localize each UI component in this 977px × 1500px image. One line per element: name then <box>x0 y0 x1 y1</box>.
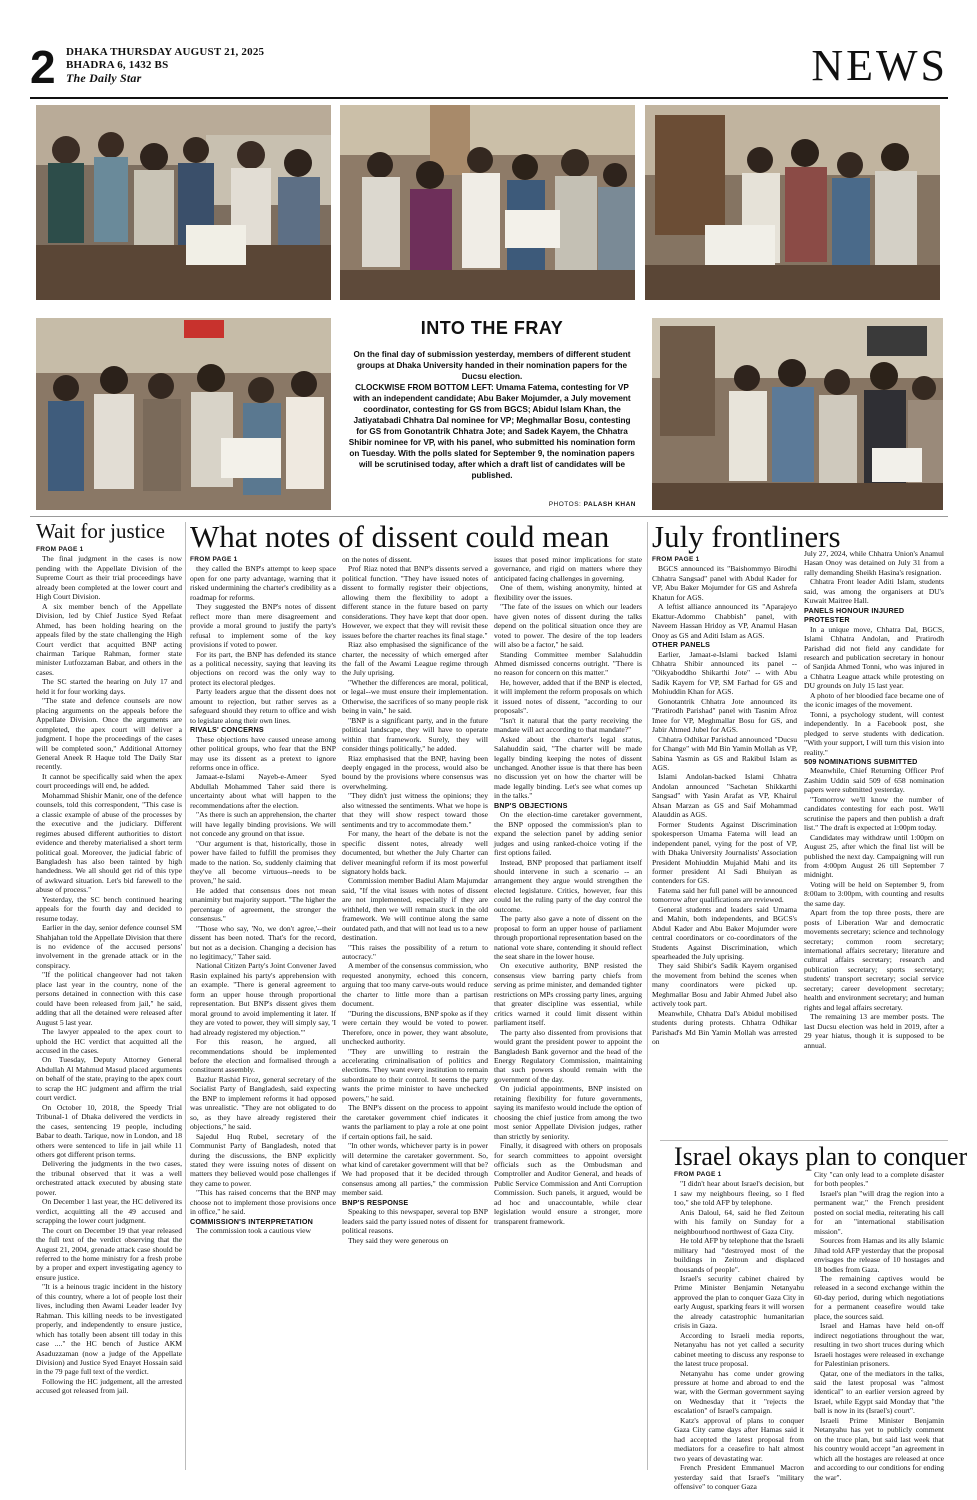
article-july-column-2 <box>804 549 944 1135</box>
paragraph: Anis Daloul, 64, said he fled Zeitoun with his family on Sunday for a neighbourhood northwest of Gaza City. <box>674 1207 804 1236</box>
paragraph: Bazlur Rashid Firoz, general secretary of the Socialist Party of Bangladesh, said expecting the BNP to implement reforms it had opposed was unrealistic. "They are not obligated to do so, as they have already registered their objections," he said. <box>190 1074 336 1132</box>
paragraph: Sources from Hamas and its ally Islamic Jihad told AFP yesterday that the proposal envisages the release of 10 hostages and 18 bodies from Gaza. <box>814 1236 944 1274</box>
credit-name: PALASH KHAN <box>583 501 636 508</box>
paragraph: "In other words, whichever party is in power will determine the caretaker government. So, what kind of caretaker government will that be? We had proposed that it be decided through consensus among all parties," the commission member said. <box>342 1141 488 1198</box>
paragraph: they called the BNP's attempt to keep space open for one party advantage, warning that it risked undermining the charter's credibility as a roadmap for reforms. <box>190 564 336 602</box>
paragraph: Yesterday, the SC bench continued hearing appeals for the fourth day and decided to resume today. <box>36 894 182 923</box>
photo-credit <box>549 501 636 508</box>
paragraph: Following the HC judgement, all the arrested accused got released from jail. <box>36 1376 182 1396</box>
paragraph: The final judgment in the cases is now pending with the Appellate Division of the Supreme Court as their trial proceedings have already been completed at the lower court and High Court Division. <box>36 554 182 602</box>
paragraph: Chhatra Odhikar Parishad announced "Ducsu for Change" with Md Bin Yamin Mollah as VP, Sabina Yasmin as GS and Rakibul Islam as AGS. <box>652 734 797 772</box>
photo-caption <box>344 318 640 508</box>
paragraph: According to Israeli media reports, Netanyahu has not yet called a security cabinet meeting to discuss any response to the latest truce proposal. <box>674 1330 804 1369</box>
jump-line: FROM PAGE 1 <box>674 1171 722 1178</box>
header-rule <box>30 97 948 99</box>
photo-umama-fatema-nomination <box>36 105 331 300</box>
photo-sadek-kayem-nomination <box>652 318 943 510</box>
paragraph: Earlier in the day, senior defence counsel SM Shahjahan told the Appellate Division that there is no evidence of the accused persons' involvement in the grenade attack or in the conspiracy. <box>36 923 182 970</box>
headline-july-frontliners: July frontliners <box>652 519 841 554</box>
paragraph: The remaining 13 are member posts. The last Ducsu election was held in 2019, after a 29 year hiatus, though it is supposed to be annual. <box>804 1012 944 1050</box>
paragraph: Riaz also emphasised the significance of the charter, the necessity of which emerged after the fall of the Awami League regime through the July uprising. <box>342 640 488 678</box>
paragraph: issues that posed minor implications for state governance, and rigid on matters where they anticipated facing challenges in governing. <box>494 555 642 583</box>
article-israel-column-1 <box>674 1170 804 1491</box>
paragraph: "The state and defence counsels are now placing arguments on the appeals before the Appellate Division. Once the arguments are completed, the apex court will deliver a judgment. I hope the proceedings of the cases will be completed soon," Additional Attorney General Aneek R Haque told The Daily Star recently. <box>36 696 182 772</box>
photo-section-rule <box>30 516 948 517</box>
paragraph: They suggested the BNP's notes of dissent reflect more than mere disagreement and provide a moral ground to justify the party's refusal to implement some of the key provisions if voted to power. <box>190 602 336 650</box>
headline-israel-plan: Israel okays plan to conquer <box>674 1142 968 1171</box>
bangla-date: BHADRA 6, 1432 BS <box>66 59 169 71</box>
article-dissent-column-2 <box>342 555 488 1470</box>
paragraph: Apart from the top three posts, there are posts of Liberation War and democratic movements secretary; science and technology secretary; common room secretary; international affairs secretary; literature and cultural affairs secretary; research and publication secretary; sports secretary; students' transport secretary; social service secretary; career development secretary; health and environment secretary; and human rights and legal affairs secretary. <box>804 908 944 1012</box>
headline-wait-for-justice: Wait for justice <box>36 519 165 543</box>
paragraph: "They are unwilling to restrain the accelerating criminalisation of politics and elections. They want every institution to remain subordinate to their control. It seems the party wants the prime minister to have unchecked powers," he said. <box>342 1046 488 1103</box>
paragraph: On the election-time caretaker government, the BNP opposed the commission's plan to expand the selection panel by adding senior judges and using ranked-choice voting if the first options failed. <box>494 810 642 858</box>
paragraph: For its part, the BNP has defended its stance as a political necessity, saying that leaving its objections on record was the only way to protect its electoral pledges. <box>190 649 336 687</box>
article-wait-for-justice <box>36 545 182 1470</box>
paragraph: Meanwhile, Chief Returning Officer Prof Zashim Uddin said 509 of 658 nomination papers were submitted yesterday. <box>804 766 944 795</box>
paragraph: French President Emmanuel Macron yesterday said that Israel's "military offensive" to conquer Gaza <box>674 1463 804 1491</box>
caption-lead: On the final day of submission yesterday, members of different student groups at Dhaka University handed in their nomination papers for the Ducsu election. <box>353 350 631 381</box>
paragraph: Sajedul Huq Rubel, secretary of the Communist Party of Bangladesh, noted that during the discussions, the BNP explicitly stated they were issuing notes of dissent on matters they believed would pose challenges if they came to power. <box>190 1131 336 1188</box>
paragraph: Israeli Prime Minister Benjamin Netanyahu has yet to publicly comment on the truce plan, but said last week that his country would accept "an agreement in which all the hostages are released at once and according to our conditions for ending the war". <box>814 1415 944 1482</box>
jump-line: FROM PAGE 1 <box>36 546 84 553</box>
column-rule <box>185 522 186 1470</box>
paragraph: Netanyahu has come under growing pressure at home and abroad to end the war, with the German government saying on Wednesday that it "rejects the escalation" of Israel's campaign. <box>674 1368 804 1416</box>
paragraph: Israel and Hamas have held on-off indirect negotiations throughout the war, resulting in two short truces during which Israeli hostages were released in exchange for Palestinian prisoners. <box>814 1321 944 1369</box>
dateline: DHAKA THURSDAY AUGUST 21, 2025 <box>66 46 265 58</box>
paragraph: He told AFP by telephone that the Israeli military had "destroyed most of the buildings in Zeitoun and displaced thousands of people". <box>674 1236 804 1274</box>
paragraph: "I didn't hear about Israel's decision, but I saw my neighbours fleeing, so I fled too," she told AFP by telephone. <box>674 1179 804 1208</box>
paragraph: "Those who say, 'No, we don't agree,'--their dissent has been noted. That's for the record, but not as a decision. Changing a decision has no legitimacy," Taher said. <box>190 923 336 962</box>
page-number: 2 <box>30 41 56 93</box>
brand-logo: The Daily Star <box>66 71 142 85</box>
article-divider <box>660 1140 948 1141</box>
paragraph: Katz's approval of plans to conquer Gaza City came days after Hamas said it had accepted the latest proposal from mediators for a ceasefire to halt almost two years of devastating war. <box>674 1415 804 1463</box>
headline-notes-of-dissent: What notes of dissent could mean <box>190 519 610 554</box>
paragraph: "Isn't it natural that the party receiving the mandate will act according to that mandate?" <box>494 715 642 735</box>
paragraph: Prof Riaz noted that BNP's dissents served a political function. "They have issued notes of dissent to formally register their objections, allowing them the flexibility to adopt a different stance in the future based on party considerations. They have kept that door open. However, we expect that they will revisit these issues before the charter reaches its final stage." <box>342 564 488 640</box>
paragraph: Party leaders argue that the dissent does not amount to rejection, but rather serves as a safeguard should they return to office and wish to legislate along their own lines. <box>190 687 336 725</box>
paragraph: He added that consensus does not mean unanimity but majority support. "The higher the percentage of agreement, the stronger the consensus." <box>190 885 336 924</box>
section-title: NEWS <box>811 41 948 90</box>
photo-abu-baker-mojumder-nomination <box>340 105 635 300</box>
paragraph: Tonni, a psychology student, will contest independently. In a Facebook post, she pledged to serve students with dedication. "With your support, I will turn this vision into reality." <box>804 709 944 757</box>
paragraph: City "can only lead to a complete disaster for both peoples." <box>814 1170 944 1189</box>
paragraph: "This has raised concerns that the BNP may choose not to implement those provisions once in office," he said. <box>190 1188 336 1217</box>
paragraph: On executive authority, BNP resisted the consensus view barring party chiefs from serving as prime minister, and demanded tighter restrictions on MPs crossing party lines, arguing that greater discipline was essential, while critics warned it could limit dissent within parliament itself. <box>494 961 642 1028</box>
paragraph: "BNP is a significant party, and in the future political landscape, they will have to operate within that framework. Surely, they will consider things politically," he added. <box>342 715 488 754</box>
paragraph: Former Students Against Discrimination spokesperson Umama Fatema will lead an independent panel, vying for the post of VP, with Dhaka University Journalists' Association President Mohiuddin Mujahid Mahi and its former president Al Sadi Bhuiyan as contenders for GS. <box>652 819 797 886</box>
paragraph: The court on December 19 that year released the full text of the verdict observing that the August 21, 2004, grenade attack case should be referred to the home ministry for a fresh probe by a proper and expert investigating agency to ensure justice. <box>36 1225 182 1282</box>
paragraph: A photo of her bloodied face became one of the iconic images of the movement. <box>804 690 944 710</box>
paragraph: The remaining captives would be released in a second exchange within the 60-day period, during which negotiations for a permanent ceasefire would take place, the sources said. <box>814 1273 944 1321</box>
paragraph: "It is a heinous tragic incident in the history of this country, where a lot of people lost their lives, including then Awami Leader leader Ivy Rahman. This killing needs to be investigated properly, and independently to ensure justice, which has totally been absent till today in this case ...." the HC bench of Justice AKM Asaduzzaman (now a judge of the Appellate Division) and Justice Syed Enayet Hossain said in the 79 page full text of the verdict. <box>36 1282 182 1377</box>
caption-details: CLOCKWISE FROM BOTTOM LEFT: Umama Fatema, contesting for VP with an independent candidate; Abu Baker Mojumder, a July movement coordinator, contesting for GS from BGCS; Abidul Islam Khan, the Jatiyatabadi Chhatra Dal nominee for VP; Meghmallar Bosu, contesting for GS from Gonotantrik Chhatra Jote; and Sadek Kayem, the Chhatra Shibir nominee for VP, with his panel, who submitted his nomination form on Tuesday. With the polls slated for September 9, the nomination papers will be scrutinised today, after which a draft list of candidates will be published. <box>348 383 636 480</box>
paragraph: They said Shibir's Sadik Kayem organised the movement from behind the scenes when many coordinators were picked up. Meghmallar Bosu and Jabir Ahmed Jubel also actively took part. <box>652 961 797 1009</box>
paragraph: One of them, wishing anonymity, hinted at flexibility over the issues. <box>494 583 642 602</box>
paragraph: "This raises the possibility of a return to autocracy." <box>342 942 488 962</box>
paragraph: "The fate of the issues on which our leaders have given notes of dissent during the talks depend on the political situation once they are voted to power. The desire of the top leaders will also be a factor," he said. <box>494 602 642 650</box>
paragraph: "Our argument is that, historically, those in power have failed to fulfill the promises they made to the nation. So, suddenly claiming that they've all become virtuous--needs to be proven," he said. <box>190 838 336 886</box>
paragraph: National Citizen Party's Joint Convener Javed Rasin explained his party's apprehension with an example. "There is general agreement to form an upper house through proportional representation. But BNP's dissent gives them moral ground to avoid implementing it later. If they are voted to power, they will simply say, 'I had already registered my objection.'" <box>190 961 336 1037</box>
paragraph: "Tomorrow we'll know the number of candidates contesting for each post. We'll scrutinise the papers and then publish a draft list." The draft is expected at 1:00pm today. <box>804 794 944 833</box>
jump-line: FROM PAGE 1 <box>190 556 238 563</box>
paragraph: A leftist alliance announced its "Aparajeyo Ekattur-Adommo Chabbish" panel, with Naveem Hassan Hridoy as VP, Anamul Hasan Onoy as GS and Aditi Islam as AGS. <box>652 602 797 640</box>
paragraph: Commission member Badiul Alam Majumdar said, "If the vital issues with notes of dissent are not implemented, especially if they are withheld, then we will remain stuck in the old framework. We will continue along the same outdated path, and that will not lead us to a new destination. <box>342 876 488 943</box>
paragraph: Earlier, Jamaat-e-Islami backed Islami Chhatra Shibir announced its panel -- "Oikyaboddho Shikarthi Jote" -- with Abu Sadik Kayem for VP, SM Farhad for GS and Mohiuddin Khan for AGS. <box>652 649 797 697</box>
subhead: COMMISSION'S INTERPRETATION <box>190 1216 314 1226</box>
article-dissent-column-1 <box>190 555 336 1470</box>
paragraph: Meanwhile, Chhatra Dal's Abidul mobilised students during protests. Chhatra Odhikar Parishad's Md Bin Yamin Mollah was arrested on <box>652 1008 797 1047</box>
jump-line: FROM PAGE 1 <box>652 556 700 563</box>
paragraph: BGCS announced its "Baishommyo Birodhi Chhatra Sangsad" panel with Abdul Kader for VP, Abu Baker Mojumder for GS and Ashrefa Khatun for AGS. <box>652 564 797 602</box>
article-july-column-1 <box>652 555 797 1135</box>
paragraph: A six member bench of the Appellate Division, led by Chief Justice Syed Refaat Ahmed, has been holding hearing on the appeals filed by the state challenging the High Court verdict that acquitted BNP acting chairman Tarique Rahman, former state minister Lutfozzaman Babar, and others in the cases. <box>36 601 182 677</box>
paragraph: General students and leaders said Umama and Mahin, both independents, and BGCS's Abdul Kader and Abu Baker Mojumder were central coordinators or co-coordinators of the Students Against Discrimination, which spearheaded the July uprising. <box>652 904 797 962</box>
paragraph: Israel's plan "will drag the region into a permanent war," the French president posted on social media, reiterating his call for an "international stabilisation mission". <box>814 1188 944 1236</box>
paragraph: "Whether the differences are moral, political, or legal--we must ensure their implementation. Otherwise, the sacrifices of so many people risk being in vain," he said. <box>342 677 488 716</box>
paragraph: The lawyer appealed to the apex court to uphold the HC verdict that acquitted all the accused in the cases. <box>36 1027 182 1056</box>
photo-meghmallar-bosu-nomination <box>36 318 331 510</box>
paragraph: Fatema said her full panel will be announced tomorrow after qualifications are reviewed. <box>652 885 797 905</box>
photo-feature-title: INTO THE FRAY <box>420 318 564 338</box>
paragraph: Asked about the charter's legal status, Salahuddin said, "The charter will be made legally binding keeping the notes of dissent unchanged. Another issue is that there has been no discussion yet on how the charter will be made legally binding. Let's see what comes up in the talks." <box>494 734 642 801</box>
paragraph: In a unique move, Chhatra Dal, BGCS, Islami Chhatra Andolan, and Pratirodh Parishad did not field any candidate for research and publication secretary in honour of Sanjida Ahmed Tonni, who was injured in a Chhatra League attack while protesting on DU grounds on July 15 last year. <box>804 624 944 691</box>
subhead: 509 NOMINATIONS SUBMITTED <box>804 756 918 766</box>
column-rule <box>647 522 648 1470</box>
paragraph: For this reason, he argued, all recommendations should be implemented before the election and formalised through a constituent assembly. <box>190 1037 336 1075</box>
paragraph: On judicial appointments, BNP insisted on retaining flexibility for future governments, saying its manifesto would include the option of choosing the chief justice from among the two most senior Appellate Division judges, rather than strictly by seniority. <box>494 1084 642 1141</box>
paragraph: On Tuesday, Deputy Attorney General Abdullah Al Mahmud Masud placed arguments on behalf of the state, praying to the apex court to scrap the HC judgment and affirm the trial court verdict. <box>36 1055 182 1103</box>
paragraph: Mohammad Shishir Manir, one of the defence counsels, told this correspondent, "This case is a classic example of abuse of the processes by the executive and the judiciary. Different regimes abused different authorities to distort evidence and thereby materialised a short term political goal. Moreover, the judicial fabric of Bangladesh has also been tainted by high handedness. We all should get rid of this type of awkward situation. Let's bid farewell to the abuse of process." <box>36 790 182 895</box>
paragraph: "As there is such an apprehension, the charter will have legally binding provisions. We will not concede any ground on that issue. <box>190 810 336 839</box>
paragraph: It cannot be specifically said when the apex court proceedings will end, he added. <box>36 771 182 791</box>
paragraph: The commission took a cautious view <box>196 1226 311 1236</box>
paragraph: Riaz emphasised that the BNP, having been deeply engaged in the process, would also be bound by the provisions where consensus was overwhelming. <box>342 753 488 791</box>
paragraph: The party also gave a note of dissent on the proposal to form an upper house of parliament through proportional representation based on the national vote share, contending it should reflect the seat share in the lower house. <box>494 914 642 962</box>
article-israel-column-2 <box>814 1170 944 1482</box>
paragraph: Candidates may withdraw until 1:00pm on August 25, after which the final list will be published the next day. Campaigning will run from 4:00pm August 26 till September 7 midnight. <box>804 832 944 880</box>
paragraph: He, however, added that if the BNP is elected, it will implement the reform proposals on which it issued notes of dissent, "according to our proposals". <box>494 677 642 716</box>
paragraph: Finally, it disagreed with others on proposals for search committees to appoint oversight officials such as the Ombudsman and Comptroller and Auditor General, and heads of Public Service Commission and Anti Corruption Commission. Such panels, it argued, would be ad hoc and unaccountable, while clear legislation would ensure a stronger, more transparent framework. <box>494 1141 642 1226</box>
photo-caption-text <box>344 349 640 481</box>
paragraph: They said they were generous on <box>348 1235 449 1245</box>
article-dissent-column-3 <box>494 555 642 1470</box>
paragraph: Delivering the judgments in the two cases, the tribunal observed that it was a well orchestrated attack executed by abusing state power. <box>36 1159 182 1197</box>
paragraph: For many, the heart of the debate is not the specific dissent notes, already well documented, but whether the July Charter can deliver meaningful reform if its most powerful signatory holds back. <box>342 829 488 876</box>
dateline-block <box>66 46 264 85</box>
photo-abidul-islam-khan-nomination <box>645 105 940 300</box>
paragraph: Gonotantrik Chhatra Jote announced its "Pratirodh Parishad" panel with Tasnim Afroz Imee for VP, Meghmallar Bosu for GS, and Jabir Ahmed Jubel for AGS. <box>652 696 797 735</box>
paragraph: "If the political changeover had not taken place last year in the country, none of the persons detained in connection with this case could have been released from jail," he said, adding that all the detained were released after August 5 last year. <box>36 970 182 1027</box>
credit-label: PHOTOS: <box>548 501 582 508</box>
paragraph: These objections have caused unease among other political groups, who fear that the BNP may use its dissent as a pretext to ignore reforms once in office. <box>190 734 336 772</box>
subhead: BNP'S OBJECTIONS <box>494 800 568 810</box>
paragraph: July 27, 2024, while Chhatra Union's Anamul Hasan Onoy was detained on July 31 from a rally demanding Sheikh Hasina's resignation. <box>804 549 944 577</box>
subhead: OTHER PANELS <box>652 640 711 650</box>
subhead: RIVALS' CONCERNS <box>190 725 264 735</box>
masthead <box>30 40 948 98</box>
paragraph: Chhatra Front leader Aditi Islam, students said, was among the organisers at DU's Kuwait Maitree Hall. <box>804 577 944 606</box>
paragraph: On October 10, 2018, the Speedy Trial Tribunal-1 of Dhaka delivered the verdicts in the cases, sentencing 19 people, including Babar to death. Tarique, now in London, and 18 others were sentenced to life in jail while 11 others got different prison terms. <box>36 1102 182 1159</box>
paragraph: on the notes of dissent. <box>342 555 412 564</box>
paragraph: A member of the consensus commission, who requested anonymity, echoed this concern, arguing that too many carve-outs would reduce the charter to little more than a partisan document. <box>342 961 488 1009</box>
paragraph: On December 1 last year, the HC delivered its verdict, acquitting all the 49 accused and scrapping the lower court judgment. <box>36 1197 182 1226</box>
paragraph: The SC started the hearing on July 17 and held it for four working days. <box>36 677 182 696</box>
paragraph: The BNP's dissent on the process to appoint the caretaker government chief indicates it wants the parliament to play a role at one point if certain options fail, he said. <box>342 1103 488 1141</box>
paragraph: Instead, BNP proposed that parliament itself should intervene in such a scenario -- an arrangement they argue would strengthen the elected legislature. Critics, however, fear this could let the ruling party of the day control the outcome. <box>494 857 642 914</box>
paragraph: Voting will be held on September 9, from 8:00am to 3:00pm, with counting and results the same day. <box>804 879 944 908</box>
subhead: BNP'S RESPONSE <box>342 1197 409 1207</box>
paragraph: Islami Andolan-backed Islami Chhatra Andolan announced "Sachetan Shikkarthi Sangsad" with Yasin Arafat as VP, Khairul Ahsan Marzan as GS and Saif Mohammad Alauddin as AGS. <box>652 772 797 820</box>
paragraph: Jamaat-e-Islami Nayeb-e-Ameer Syed Abdullah Mohammed Taher said there is uncertainty about what will happen to the recommendations after the election. <box>190 772 336 810</box>
paragraph: Qatar, one of the mediators in the talks, said the latest proposal was "almost identical" to an earlier version agreed by Israel, while Egypt said Monday that "the ball is now in its (Israel's) court". <box>814 1368 944 1416</box>
paragraph: The party also dissented from provisions that would grant the president power to appoint the Bangladesh Bank governor and the head of the Energy Regulatory Commission, maintaining that such powers should remain with the government of the day. <box>494 1027 642 1084</box>
paragraph: Israel's security cabinet chaired by Prime Minister Benjamin Netanyahu approved the plan to conquer Gaza City in early August, sparking fears it will worsen the already catastrophic humanitarian crisis in Gaza. <box>674 1273 804 1331</box>
paragraph: Speaking to this newspaper, several top BNP leaders said the party issued notes of dissent for political reasons. <box>342 1207 488 1236</box>
paragraph: "They didn't just witness the opinions; they also witnessed the sentiments. What we hope is that they will show respect toward those sentiments and try to accommodate them." <box>342 791 488 829</box>
paragraph: "During the discussions, BNP spoke as if they were certain they would be voted to power. Therefore, once in power, they want absolute, unchecked authority. <box>342 1008 488 1047</box>
paragraph: Standing Committee member Salahuddin Ahmed dismissed concerns outright. "There is no reason for concern on this matter." <box>494 649 642 678</box>
subhead: PANELS HONOUR INJURED PROTESTER <box>804 605 905 625</box>
